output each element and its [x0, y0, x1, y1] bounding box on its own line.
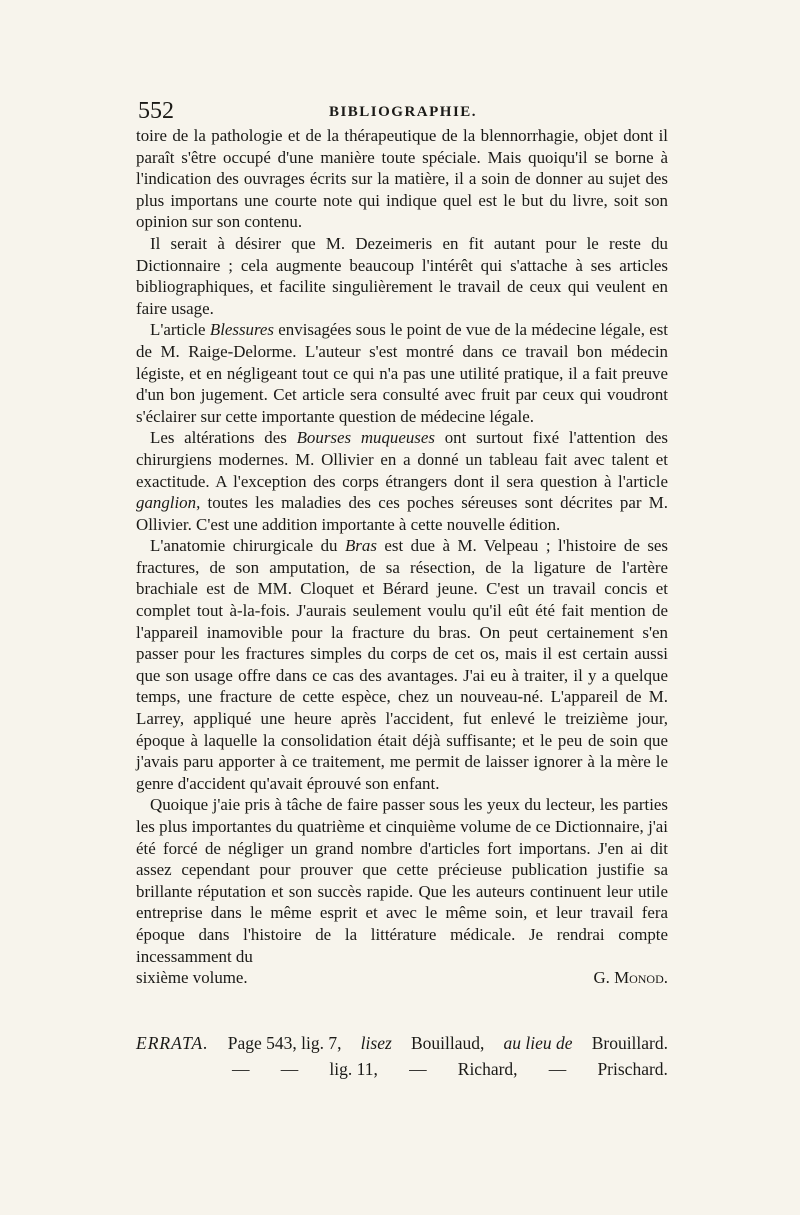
italic-term: Bras [344, 536, 377, 556]
text-run: L'anatomie chirurgicale du [150, 536, 345, 556]
paragraph-4 [136, 427, 668, 535]
errata-row-2 [136, 1056, 668, 1082]
italic-term: Blessures [209, 320, 274, 340]
ditto-dash: — [409, 1059, 427, 1079]
ditto-dash: — [280, 1059, 299, 1079]
text-run: , toutes les maladies des ces poches séreuses sont décrites par M. Ollivier. C'est une addition importante à cette nouvelle édition. [136, 493, 668, 534]
closing-words: sixième volume. [136, 968, 248, 988]
text-run: Les altérations des [150, 428, 297, 448]
paragraph-3 [136, 319, 668, 427]
text-run: ont surtout fixé l'attention des chirurgiens modernes. M. Ollivier en a donné un tableau fait avec talent et exactitude. A l'exception des corps étrangers dont il sera question à l'article [136, 428, 668, 491]
ditto-dash: — [232, 1059, 250, 1079]
signature-line [136, 967, 668, 989]
italic-term: ganglion [136, 493, 197, 513]
errata-row-1 [136, 1030, 668, 1056]
page-header [138, 98, 668, 128]
text-run: est due à M. Velpeau ; l'histoire de ses fractures, de son amputation, de sa résection, de la ligature de l'artère brachiale est de MM. Cloquet et Bérard jeune. C'est un travail concis et complet tout à-la-fois. J'aurais seulement voulu qu'il eût été fait mention de l'appareil inamovible pour la fracture du bras. On peut certainement s'en passer pour les fractures simples du corps de cet os, mais il est certain aussi que son usage offre dans ce cas des avantages. J'ai eu à traiter, il y a quelque temps, une fracture de cette espèce, chez un nouveau-né. L'appareil de M. Larrey, appliqué une heure après l'accident, fut enlevé le treizième jour, époque à laquelle la consolidation était déjà suffisante; et le peu de soin que j'avais paru apporter à ce traitement, me permit de laisser ignorer à la mère le genre d'accident qu'avait éprouvé son enfant. [136, 536, 668, 793]
italic-term: Bourses muqueuses [296, 428, 435, 448]
ditto-dash: — [548, 1059, 567, 1079]
errata-lisez: lisez [360, 1033, 392, 1053]
errata-block [136, 1030, 668, 1082]
errata-error: Brouillard. [591, 1033, 668, 1053]
errata-error: Prischard. [597, 1059, 668, 1079]
page-number: 552 [138, 98, 174, 124]
paragraph-6: Quoique j'aie pris à tâche de faire passer sous les yeux du lecteur, les parties les plus importantes du quatrième et cinquième volume de ce Dictionnaire, j'ai été forcé de négliger un grand nombre d'articles fort importans. J'en ai dit assez cependant pour prouver que cette précieuse publication justifie sa brillante réputation et son succès rapide. Que les auteurs continuent leur utile entreprise dans le même esprit et avec le même soin, et leur travail fera époque dans l'histoire de la littérature médicale. Je rendrai compte incessamment du [136, 795, 668, 966]
errata-reference: Page 543, lig. 7, [227, 1033, 342, 1053]
paragraph-1: toire de la pathologie et de la thérapeutique de la blennorrhagie, objet dont il paraît s'être occupé d'une manière toute spéciale. Mais quoiqu'il se borne à l'indication des ouvrages écrits sur la matière, il a soin de donner au sujet des plus importans une courte note qui indique quel est le but du livre, soit son opinion sur son contenu. [136, 126, 668, 232]
errata-reference: lig. 11, [329, 1059, 378, 1079]
text-run: envisagées sous le point de vue de la médecine légale, est de M. Raige-Delorme. L'auteur s'est montré dans ce travail bon médecin légiste, et en négligeant tout ce qui n'a pas une utilité pratique, il a fait preuve d'un bon jugement. Cet article sera consulté avec fruit par ceux qui voudront s'éclairer sur cette importante question de médecine légale. [136, 320, 668, 426]
running-title: BIBLIOGRAPHIE. [328, 104, 478, 120]
errata-correction: Bouillaud, [410, 1033, 485, 1053]
errata-au-lieu-de: au lieu de [503, 1033, 573, 1053]
author-signature: G. Monod. [593, 968, 668, 988]
paragraph-5 [136, 535, 668, 794]
errata-label: ERRATA. [136, 1033, 209, 1053]
body-text [136, 125, 668, 989]
errata-correction: Richard, [457, 1059, 518, 1079]
paragraph-2: Il serait à désirer que M. Dezeimeris en fit autant pour le reste du Dictionnaire ; cela augmente beaucoup l'intérêt qui s'attache à ses articles bibliographiques, et facilite singulièrement le travail de ceux qui veulent en faire usage. [136, 233, 668, 318]
text-run: L'article [150, 320, 210, 340]
